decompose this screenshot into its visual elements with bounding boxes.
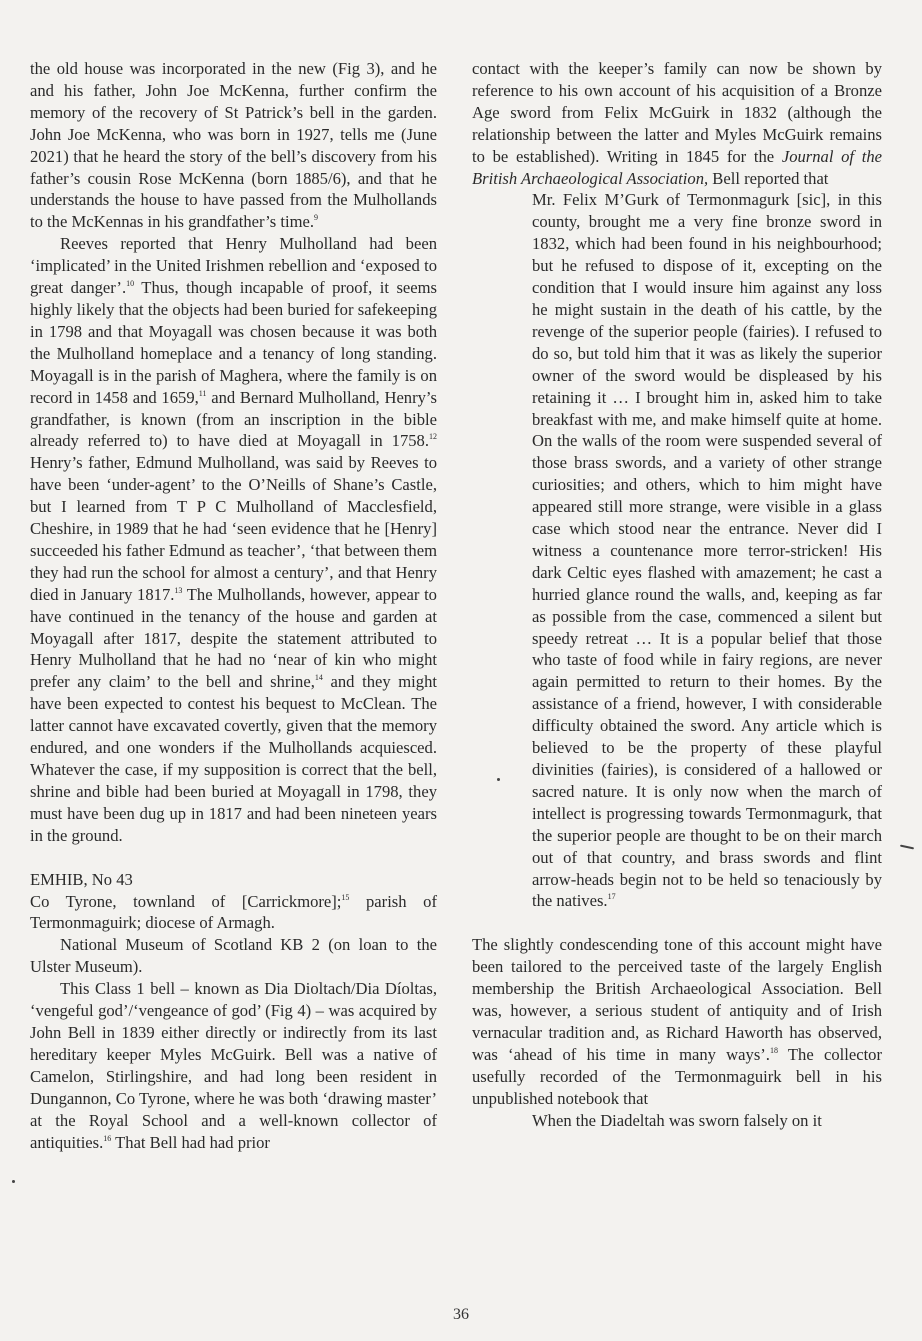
- left-column: [30, 58, 437, 1153]
- entry-location: Co Tyrone, townland of [Carrickmore];$^{15}$ parish of Termonmaguirk; diocese of Armagh.: [30, 891, 437, 933]
- scan-speck: [497, 778, 500, 781]
- block-quote: Mr. Felix M’Gurk of Termonmagurk [sic], in this county, brought me a very fine bronze sword in 1832, which had been found in his neighbourhood; but he refused to dispose of it, excepting on the condition that I would insure him against any loss he might sustain in the death of his cattle, by the revenge of the superior people (fairies). I refused to do so, but told him that it was as likely the superior owner of the sword would be displeased by his retaining it … I brought him in, asked him to take breakfast with me, and make himself quite at home. On the walls of the room were suspended several of those brass swords, and a variety of other strange curiosities; and others, which to him might have appeared still more strange, were visible in a glass case which stood near the entrance. Never did I witness a countenance more terror-stricken! His dark Celtic eyes flashed with amazement; he cast a hurried glance round the walls, and, keeping as far as possible from the case, commenced a silent but speedy retreat … It is a popular belief that those who taste of food while in fairy regions, are never again permitted to return to their homes. By the assistance of a friend, however, I with considerable difficulty obtained the sword. Any article which is believed to be the property of these playful divinities (fairies), is considered of a hallowed or sacred nature. It is only now when the march of intellect is progressing towards Termonmagurk, that the superior people are thought to be on their march out of that country, and brass swords and flint arrow-heads begin not to be held so tenaciously by the natives.$^{17}$: [532, 190, 882, 911]
- right-column: [472, 58, 882, 1132]
- footnote-ref: 15: [341, 892, 350, 902]
- footnote-ref: 10: [126, 279, 135, 289]
- paragraph: the old house was incorporated in the new (Fig 3), and he and his father, John Joe McKenna, further confirm the memory of the recovery of St Patrick’s bell in the garden. John Joe McKenna, who was born in 1927, tells me (June 2021) that he heard the story of the bell’s discovery from his father’s cousin Rose McKenna (born 1885/6), and that he understands the house to have passed from the Mulhollands to the McKennas in his grandfather’s time.$^9$: [30, 59, 437, 232]
- footnote-ref: 9: [314, 213, 319, 223]
- paragraph: This Class 1 bell – known as Dia Dioltach/Dia Díoltas, ‘vengeful god’/‘vengeance of god’ (Fig 4) – was acquired by John Bell in 1839 either directly or indirectly from its last hereditary keeper Myles McGuirk. Bell was a native of Camelon, Stirlingshire, and had long been resident in Dungannon, Co Tyrone, where he was both ‘drawing master’ at the Royal School and a well-known collector of antiquities.$^{16}$ That Bell had had prior: [30, 979, 437, 1152]
- block-quote-start: When the Diadeltah was sworn falsely on it: [532, 1110, 822, 1130]
- scan-speck: [12, 1180, 15, 1183]
- paragraph: contact with the keeper’s family can now be shown by reference to his own account of his acquisition of a Bronze Age sword from Felix McGuirk in 1832 (although the relationship between the latter and Myles McGuirk remains to be established). Writing in 1845 for the Journal of the British Archaeological Association, Bell reported that: [472, 59, 882, 188]
- footnote-ref: 16: [103, 1133, 112, 1143]
- paragraph: The slightly condescending tone of this account might have been tailored to the perceived taste of the largely English membership the British Archaeological Association. Bell was, however, a serious student of antiquity and of Irish vernacular tradition and, as Richard Haworth has observed, was ‘ahead of his time in many ways’.$^{18}$ The collector usefully recorded of the Termonmaguirk bell in his unpublished notebook that: [472, 935, 883, 1108]
- journal-title: Journal of the British Archaeological Association,: [472, 146, 882, 188]
- footnote-ref: 11: [198, 388, 207, 398]
- entry-museum: National Museum of Scotland KB 2 (on loan to the Ulster Museum).: [30, 935, 437, 977]
- paragraph: Reeves reported that Henry Mulholland had been ‘implicated’ in the United Irishmen rebellion and ‘exposed to great danger’.$^{10}$ Thus, though incapable of proof, it seems highly likely that the objects had been buried for safekeeping in 1798 and that Moyagall was chosen because it was both the Mulholland homeplace and a tenancy of long standing. Moyagall is in the parish of Maghera, where the family is on record in 1458 and 1659,11 and Bernard Mulholland, Henry’s grandfather, is known (from an inscription in the bible already referred to) to have died at Moyagall in 1758.12 Henry’s father, Edmund Mulholland, was said by Reeves to have been ‘under-agent’ to the O’Neills of Shane’s Castle, but I learned from T P C Mulholland of Macclesfield, Cheshire, in 1989 that he had ‘seen evidence that he [Henry] succeeded his father Edmund as teacher’, ‘that between them they had run the school for almost a century’, and that Henry died in January 1817.13 The Mulhollands, however, appear to have continued in the tenancy of the house and garden at Moyagall after 1817, despite the statement attributed to Henry Mulholland that he had no ‘near of kin who might prefer any claim’ to the bell and shrine,$^{14}$ and they might have been expected to contest his bequest to McClean. The latter cannot have excavated covertly, given that the memory endured, and one wonders if the Mulhollands acquiesced. Whatever the case, if my supposition is correct that the bell, shrine and bible had been buried at Moyagall in 1798, they must have been dug up in 1817 and had been nineteen years in the ground.: [30, 234, 437, 845]
- footnote-ref: 18: [769, 1045, 778, 1055]
- footnote-ref: 13: [174, 585, 183, 595]
- page-number: 36: [453, 1306, 469, 1323]
- footnote-ref: 14: [314, 673, 323, 683]
- footnote-ref: 12: [429, 432, 437, 442]
- scan-speck: [900, 845, 914, 850]
- entry-heading: EMHIB, No 43: [30, 869, 133, 889]
- footnote-ref: 17: [607, 892, 616, 902]
